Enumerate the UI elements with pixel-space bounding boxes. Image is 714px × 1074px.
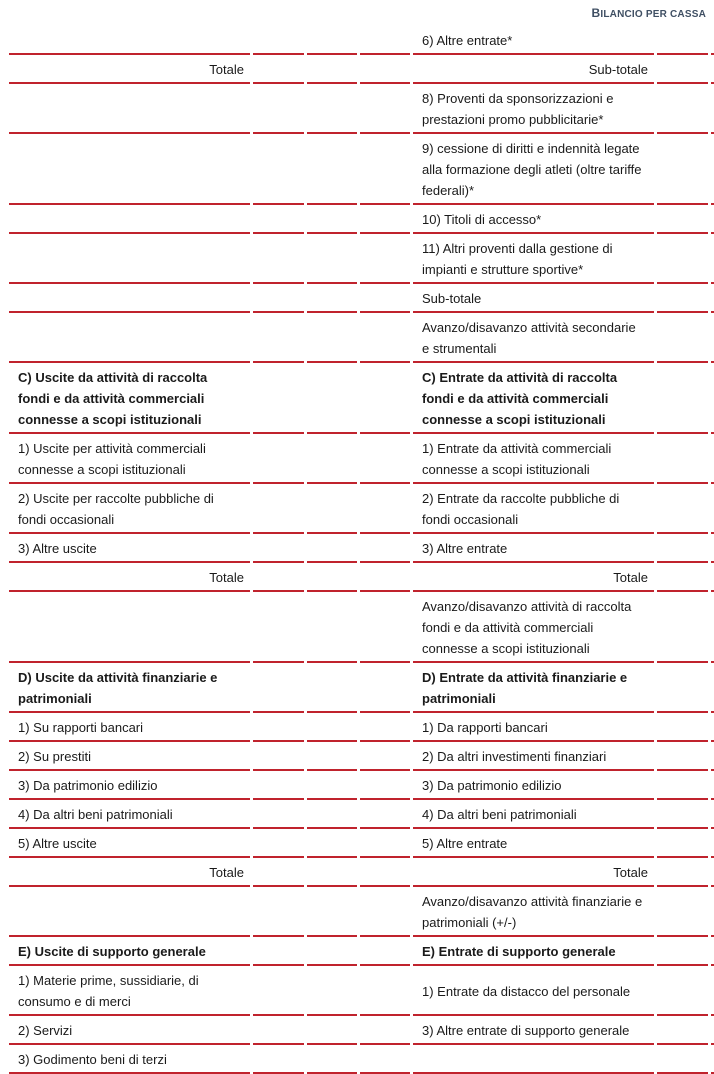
entrate-description-cell: 6) Altre entrate* xyxy=(413,26,654,55)
column-gap-cell xyxy=(360,592,410,663)
entrate-description-cell: 9) cessione di diritti e indennità legate alla formazione degli atleti (oltre tariffe federali)* xyxy=(413,134,654,205)
table-row xyxy=(9,887,707,937)
uscite-amount-cell-1 xyxy=(253,313,304,363)
uscite-amount-cell-1 xyxy=(253,534,304,563)
uscite-amount-cell-1 xyxy=(253,742,304,771)
uscite-amount-cell-2 xyxy=(307,887,357,937)
column-gap-cell xyxy=(360,134,410,205)
entrate-description-cell: Avanzo/disavanzo attività di raccolta fondi e da attività commerciali connesse a scopi istituzionali xyxy=(413,592,654,663)
uscite-description-cell: 4) Da altri beni patrimoniali xyxy=(9,800,250,829)
uscite-amount-cell-2 xyxy=(307,771,357,800)
uscite-description-cell: 3) Godimento beni di terzi xyxy=(9,1045,250,1074)
entrate-amount-cell-1 xyxy=(657,713,708,742)
table-row xyxy=(9,26,707,55)
document-title-initial: B xyxy=(591,6,601,20)
table-row xyxy=(9,484,707,534)
table-row xyxy=(9,205,707,234)
table-row xyxy=(9,284,707,313)
uscite-amount-cell-2 xyxy=(307,484,357,534)
uscite-amount-cell-1 xyxy=(253,205,304,234)
entrate-description-cell: C) Entrate da attività di raccolta fondi e da attività commerciali connesse a scopi istituzionali xyxy=(413,363,654,434)
column-gap-cell xyxy=(360,966,410,1016)
table-row xyxy=(9,563,707,592)
document-title-rest: ILANCIO PER CASSA xyxy=(600,9,706,20)
uscite-amount-cell-1 xyxy=(253,26,304,55)
uscite-amount-cell-2 xyxy=(307,55,357,84)
column-gap-cell xyxy=(360,205,410,234)
table-row xyxy=(9,434,707,484)
entrate-amount-cell-1 xyxy=(657,26,708,55)
column-gap-cell xyxy=(360,363,410,434)
table-row xyxy=(9,134,707,205)
uscite-description-cell: E) Uscite di supporto generale xyxy=(9,937,250,966)
entrate-description-cell: Avanzo/disavanzo attività finanziarie e patrimoniali (+/-) xyxy=(413,887,654,937)
uscite-amount-cell-2 xyxy=(307,313,357,363)
column-gap-cell xyxy=(360,887,410,937)
column-gap-cell xyxy=(360,55,410,84)
table-row xyxy=(9,966,707,1016)
table-row xyxy=(9,1016,707,1045)
uscite-description-cell: 2) Uscite per raccolte pubbliche di fondi occasionali xyxy=(9,484,250,534)
uscite-amount-cell-2 xyxy=(307,26,357,55)
entrate-description-cell: 8) Proventi da sponsorizzazioni e prestazioni promo pubblicitarie* xyxy=(413,84,654,134)
column-gap-cell xyxy=(360,434,410,484)
entrate-description-cell: 2) Entrate da raccolte pubbliche di fondi occasionali xyxy=(413,484,654,534)
entrate-amount-cell-1 xyxy=(657,887,708,937)
uscite-amount-cell-1 xyxy=(253,284,304,313)
table-row xyxy=(9,1045,707,1074)
entrate-amount-cell-1 xyxy=(657,284,708,313)
uscite-description-cell xyxy=(9,234,250,284)
uscite-amount-cell-1 xyxy=(253,434,304,484)
uscite-amount-cell-1 xyxy=(253,55,304,84)
uscite-amount-cell-2 xyxy=(307,858,357,887)
uscite-description-cell: Totale xyxy=(9,858,250,887)
uscite-amount-cell-2 xyxy=(307,966,357,1016)
table-row xyxy=(9,55,707,84)
column-gap-cell xyxy=(360,742,410,771)
table-row xyxy=(9,84,707,134)
entrate-amount-cell-1 xyxy=(657,858,708,887)
table-row xyxy=(9,713,707,742)
uscite-description-cell: D) Uscite da attività finanziarie e patrimoniali xyxy=(9,663,250,713)
uscite-amount-cell-2 xyxy=(307,1045,357,1074)
table-row xyxy=(9,858,707,887)
entrate-description-cell xyxy=(413,1045,654,1074)
uscite-amount-cell-2 xyxy=(307,800,357,829)
entrate-amount-cell-1 xyxy=(657,966,708,1016)
column-gap-cell xyxy=(360,484,410,534)
entrate-amount-cell-1 xyxy=(657,592,708,663)
uscite-amount-cell-2 xyxy=(307,205,357,234)
entrate-amount-cell-1 xyxy=(657,1016,708,1045)
entrate-description-cell: E) Entrate di supporto generale xyxy=(413,937,654,966)
uscite-amount-cell-1 xyxy=(253,134,304,205)
entrate-description-cell: Totale xyxy=(413,858,654,887)
uscite-amount-cell-1 xyxy=(253,937,304,966)
uscite-amount-cell-1 xyxy=(253,234,304,284)
uscite-amount-cell-2 xyxy=(307,134,357,205)
entrate-amount-cell-1 xyxy=(657,563,708,592)
entrate-description-cell: 4) Da altri beni patrimoniali xyxy=(413,800,654,829)
uscite-amount-cell-1 xyxy=(253,563,304,592)
uscite-description-cell: 1) Materie prime, sussidiarie, di consumo e di merci xyxy=(9,966,250,1016)
entrate-amount-cell-1 xyxy=(657,742,708,771)
uscite-amount-cell-2 xyxy=(307,234,357,284)
uscite-amount-cell-1 xyxy=(253,829,304,858)
uscite-amount-cell-2 xyxy=(307,84,357,134)
table-row xyxy=(9,937,707,966)
uscite-amount-cell-1 xyxy=(253,966,304,1016)
uscite-description-cell xyxy=(9,205,250,234)
table-row xyxy=(9,313,707,363)
entrate-amount-cell-1 xyxy=(657,534,708,563)
uscite-amount-cell-1 xyxy=(253,1045,304,1074)
entrate-amount-cell-1 xyxy=(657,363,708,434)
entrate-amount-cell-1 xyxy=(657,313,708,363)
uscite-description-cell xyxy=(9,134,250,205)
uscite-amount-cell-1 xyxy=(253,713,304,742)
column-gap-cell xyxy=(360,313,410,363)
column-gap-cell xyxy=(360,937,410,966)
uscite-amount-cell-2 xyxy=(307,434,357,484)
uscite-amount-cell-2 xyxy=(307,663,357,713)
table-row xyxy=(9,742,707,771)
entrate-description-cell: 1) Entrate da attività commerciali connesse a scopi istituzionali xyxy=(413,434,654,484)
uscite-description-cell: 3) Da patrimonio edilizio xyxy=(9,771,250,800)
column-gap-cell xyxy=(360,663,410,713)
uscite-amount-cell-2 xyxy=(307,829,357,858)
column-gap-cell xyxy=(360,1045,410,1074)
uscite-description-cell: Totale xyxy=(9,55,250,84)
table-row xyxy=(9,234,707,284)
entrate-amount-cell-1 xyxy=(657,829,708,858)
entrate-description-cell: Sub-totale xyxy=(413,55,654,84)
column-gap-cell xyxy=(360,84,410,134)
column-gap-cell xyxy=(360,858,410,887)
entrate-amount-cell-1 xyxy=(657,234,708,284)
uscite-description-cell: 1) Su rapporti bancari xyxy=(9,713,250,742)
table-row xyxy=(9,592,707,663)
uscite-amount-cell-1 xyxy=(253,663,304,713)
uscite-amount-cell-2 xyxy=(307,284,357,313)
entrate-description-cell: 1) Entrate da distacco del personale xyxy=(413,966,654,1016)
column-gap-cell xyxy=(360,26,410,55)
entrate-amount-cell-1 xyxy=(657,55,708,84)
uscite-amount-cell-2 xyxy=(307,563,357,592)
cash-budget-table xyxy=(9,26,707,1074)
uscite-amount-cell-2 xyxy=(307,937,357,966)
uscite-amount-cell-2 xyxy=(307,363,357,434)
column-gap-cell xyxy=(360,800,410,829)
column-gap-cell xyxy=(360,563,410,592)
entrate-amount-cell-1 xyxy=(657,205,708,234)
entrate-amount-cell-1 xyxy=(657,434,708,484)
column-gap-cell xyxy=(360,284,410,313)
uscite-description-cell xyxy=(9,887,250,937)
uscite-amount-cell-1 xyxy=(253,484,304,534)
entrate-description-cell: 11) Altri proventi dalla gestione di impianti e strutture sportive* xyxy=(413,234,654,284)
entrate-description-cell: 2) Da altri investimenti finanziari xyxy=(413,742,654,771)
uscite-description-cell xyxy=(9,84,250,134)
uscite-amount-cell-2 xyxy=(307,534,357,563)
column-gap-cell xyxy=(360,829,410,858)
uscite-description-cell xyxy=(9,313,250,363)
entrate-description-cell: 1) Da rapporti bancari xyxy=(413,713,654,742)
uscite-description-cell: 2) Su prestiti xyxy=(9,742,250,771)
uscite-amount-cell-1 xyxy=(253,1016,304,1045)
uscite-description-cell: Totale xyxy=(9,563,250,592)
uscite-amount-cell-1 xyxy=(253,363,304,434)
entrate-description-cell: 3) Da patrimonio edilizio xyxy=(413,771,654,800)
entrate-amount-cell-1 xyxy=(657,663,708,713)
table-row xyxy=(9,534,707,563)
table-row xyxy=(9,363,707,434)
uscite-amount-cell-2 xyxy=(307,742,357,771)
entrate-amount-cell-1 xyxy=(657,484,708,534)
table-row xyxy=(9,800,707,829)
uscite-description-cell: C) Uscite da attività di raccolta fondi e da attività commerciali connesse a scopi istituzionali xyxy=(9,363,250,434)
uscite-amount-cell-1 xyxy=(253,800,304,829)
entrate-description-cell: 3) Altre entrate di supporto generale xyxy=(413,1016,654,1045)
column-gap-cell xyxy=(360,234,410,284)
entrate-description-cell: Totale xyxy=(413,563,654,592)
column-gap-cell xyxy=(360,534,410,563)
entrate-description-cell: 3) Altre entrate xyxy=(413,534,654,563)
document-title xyxy=(591,6,706,20)
entrate-description-cell: D) Entrate da attività finanziarie e patrimoniali xyxy=(413,663,654,713)
table-row xyxy=(9,663,707,713)
table-row xyxy=(9,829,707,858)
uscite-amount-cell-1 xyxy=(253,592,304,663)
entrate-description-cell: 10) Titoli di accesso* xyxy=(413,205,654,234)
uscite-amount-cell-1 xyxy=(253,84,304,134)
column-gap-cell xyxy=(360,771,410,800)
entrate-amount-cell-1 xyxy=(657,937,708,966)
uscite-description-cell xyxy=(9,592,250,663)
entrate-description-cell: Sub-totale xyxy=(413,284,654,313)
column-gap-cell xyxy=(360,1016,410,1045)
entrate-amount-cell-1 xyxy=(657,84,708,134)
entrate-amount-cell-1 xyxy=(657,771,708,800)
uscite-description-cell: 5) Altre uscite xyxy=(9,829,250,858)
entrate-amount-cell-1 xyxy=(657,134,708,205)
uscite-amount-cell-2 xyxy=(307,713,357,742)
column-gap-cell xyxy=(360,713,410,742)
uscite-amount-cell-1 xyxy=(253,887,304,937)
uscite-description-cell: 2) Servizi xyxy=(9,1016,250,1045)
entrate-description-cell: Avanzo/disavanzo attività secondarie e strumentali xyxy=(413,313,654,363)
uscite-description-cell: 3) Altre uscite xyxy=(9,534,250,563)
table-row xyxy=(9,771,707,800)
uscite-description-cell xyxy=(9,26,250,55)
entrate-description-cell: 5) Altre entrate xyxy=(413,829,654,858)
uscite-amount-cell-2 xyxy=(307,592,357,663)
uscite-amount-cell-1 xyxy=(253,771,304,800)
uscite-description-cell xyxy=(9,284,250,313)
entrate-amount-cell-1 xyxy=(657,1045,708,1074)
uscite-amount-cell-1 xyxy=(253,858,304,887)
uscite-amount-cell-2 xyxy=(307,1016,357,1045)
entrate-amount-cell-1 xyxy=(657,800,708,829)
uscite-description-cell: 1) Uscite per attività commerciali connesse a scopi istituzionali xyxy=(9,434,250,484)
